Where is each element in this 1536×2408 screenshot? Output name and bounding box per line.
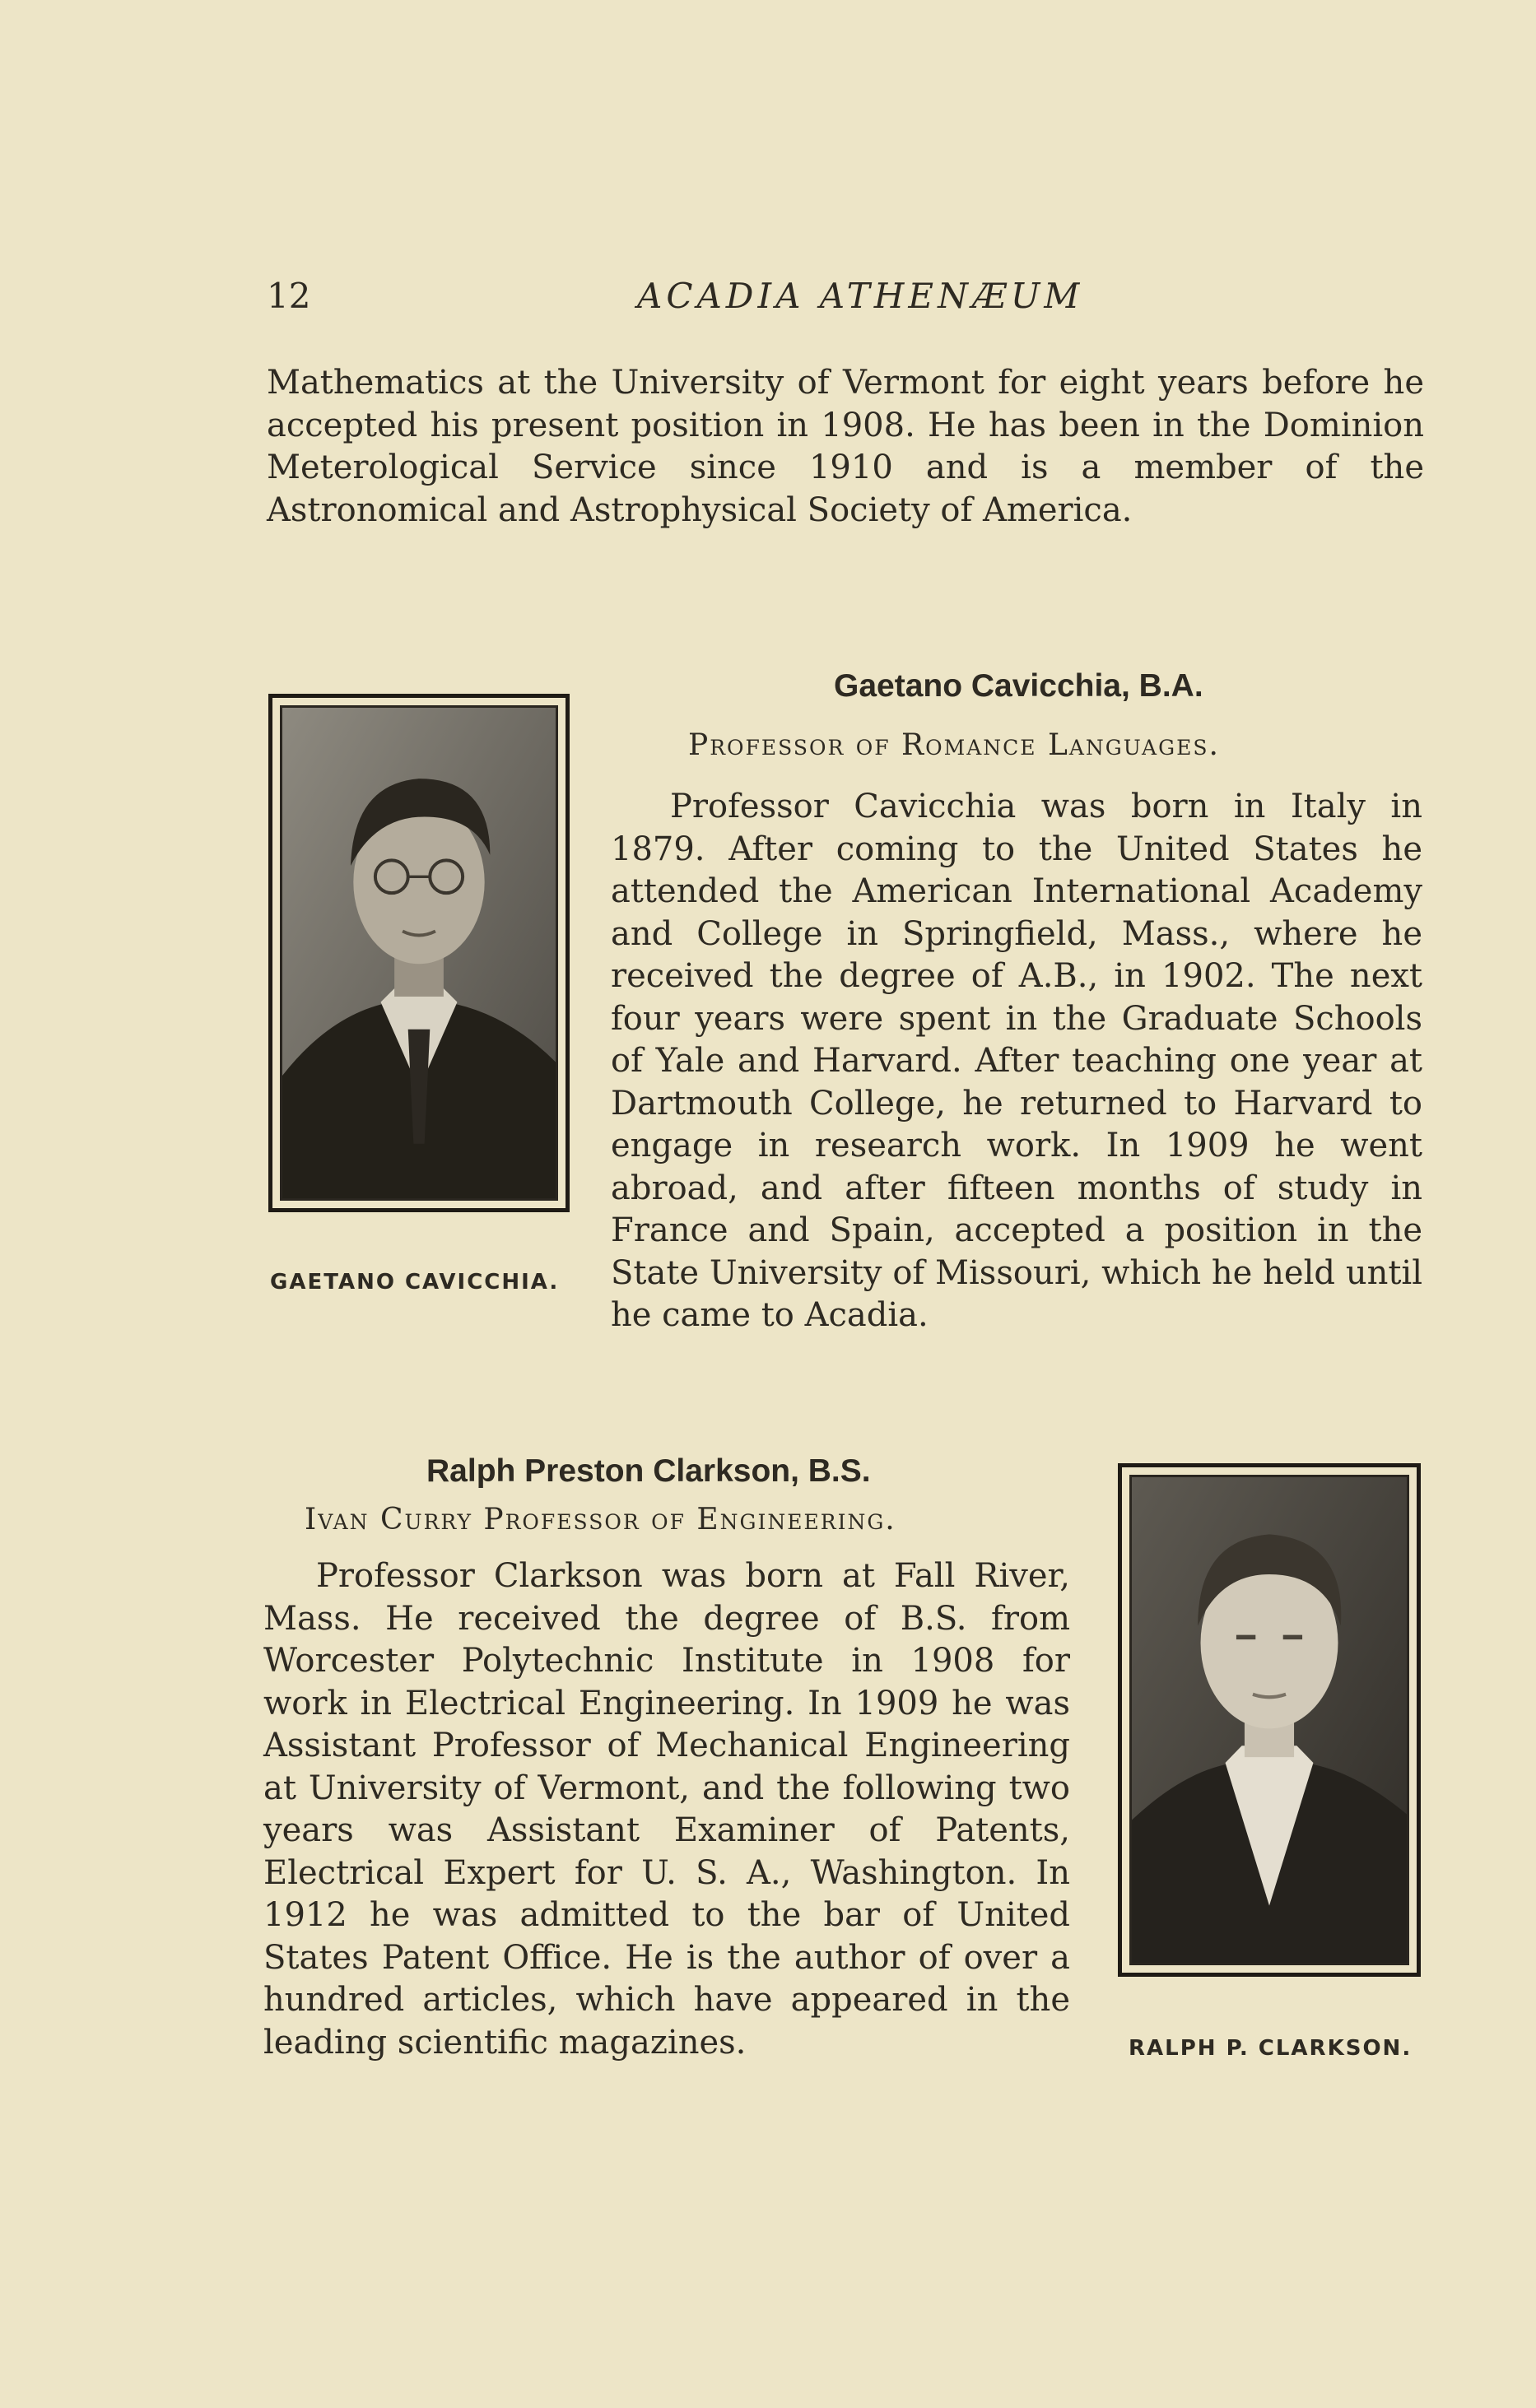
portrait-photo-clarkson: [1118, 1463, 1421, 1977]
portrait-photo-cavicchia: [268, 694, 570, 1212]
journal-title: ACADIA ATHENÆUM: [637, 276, 1084, 316]
photo-caption-cavicchia: GAETANO CAVICCHIA.: [270, 1270, 560, 1295]
photo-caption-clarkson: RALPH P. CLARKSON.: [1129, 2036, 1413, 2061]
intro-paragraph: Mathematics at the University of Vermont for eight years before he accepted his present position in 1908. He has been in the Dominion Meterological Service since 1910 and is a member of the Astronomical and Astrophysical Society of America.: [267, 364, 1424, 529]
portrait-image: [282, 708, 556, 1198]
page-number: 12: [267, 276, 311, 316]
section-heading-cavicchia: Gaetano Cavicchia, B.A.: [834, 668, 1203, 704]
section-subtitle-clarkson: Ivan Curry Professor of Engineering.: [305, 1503, 896, 1536]
section-subtitle-cavicchia: Professor of Romance Languages.: [688, 728, 1220, 762]
section-body-cavicchia: Professor Cavicchia was born in Italy in 1879. After coming to the United States he attended the American International Academy and College in Springfield, Mass., where he received the degree of A.B., in 1902. The next four years were spent in the Graduate Schools of Yale and Harvard. After teaching one year at Dartmouth College, he returned to Harvard to engage in research work. In 1909 he went abroad, and after fifteen months of study in France and Spain, accepted a position in the State University of Missouri, which he held until he came to Acadia.: [611, 788, 1422, 1334]
section-body-clarkson: Professor Clarkson was born at Fall River, Mass. He received the degree of B.S. from Worcester Polytechnic Institute in 1908 for work in Electrical Engineering. In 1909 he was Assistant Professor of Mechanical Engineering at University of Vermont, and the following two years was Assistant Examiner of Patents, Electrical Expert for U. S. A., Washington. In 1912 he was admitted to the bar of United States Patent Office. He is the author of over a hundred articles, which have appeared in the leading scientific magazines.: [263, 1557, 1070, 2062]
portrait-image: [1132, 1477, 1407, 1963]
running-head: [267, 276, 1090, 325]
section-heading-clarkson: Ralph Preston Clarkson, B.S.: [426, 1453, 871, 1489]
